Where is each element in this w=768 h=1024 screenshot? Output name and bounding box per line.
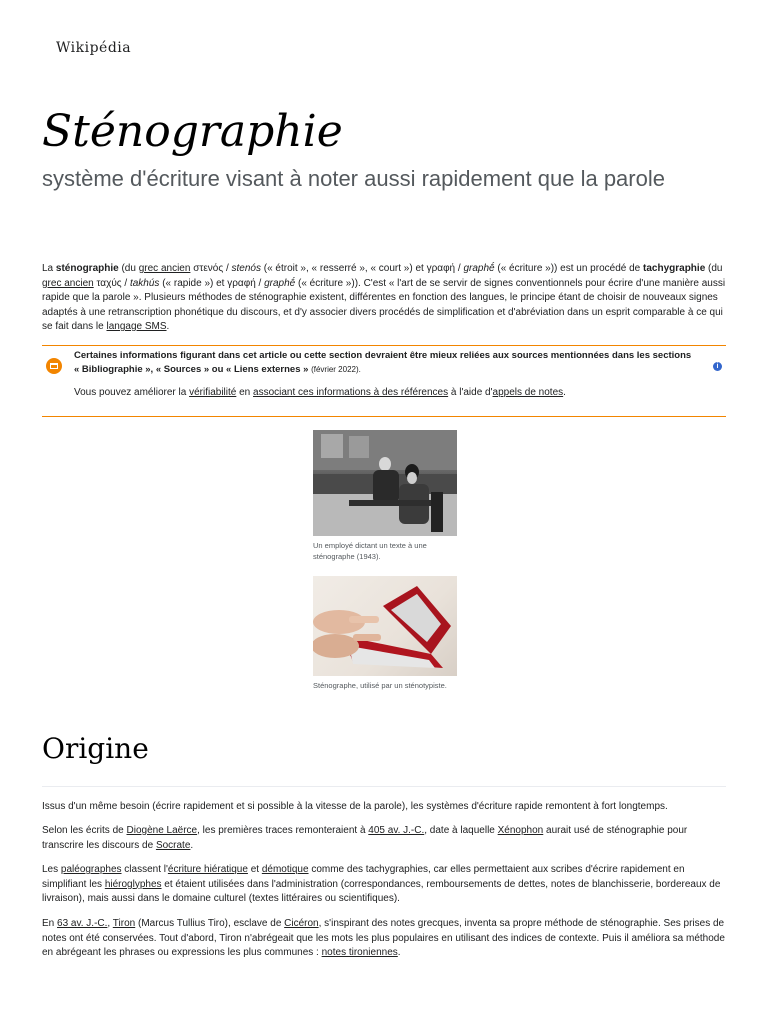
origin-paragraph-3: Les paléographes classent l'écriture hiératique et démotique comme des tachygraphies, car elles permettaient aux scribes d'écrire rapidement en simplifiant les hiéroglyphes et étaient utilisées dans l'administration (correspondances, remboursements de dettes, notes de blanchisserie, bordereaux de livraison), mais aussi dans le domaine culturel (textes littéraires ou scientifiques). <box>42 864 721 904</box>
section-heading-origine: Origine <box>42 732 149 765</box>
link-paleographes[interactable]: paléographes <box>60 864 122 875</box>
link-demotique[interactable]: démotique <box>261 864 309 875</box>
link-notes-tironiennes[interactable]: notes tironiennes <box>321 947 398 958</box>
link-ecriture-hieratique[interactable]: écriture hiératique <box>167 864 248 875</box>
link-ciceron[interactable]: Cicéron <box>284 918 319 929</box>
bold-term: sténographie <box>55 263 119 274</box>
intro-paragraph: La sténographie (du grec ancien στενός / stenós (« étroit », « resserré », « court ») et γραφή / graphḗ (« écriture »)) est un procédé de tachygraphie (du grec ancien ταχύς / takhús (« rapide ») et γραφή / graphḗ (« écriture »)). C'est « l'art de se servir de signes conventionnels pour écrire d'une manière aussi rapide que la parole ». Plusieurs méthodes de sténographie existent, différentes en fonction des langues, le principe étant de choisir de nouveaux signes adaptés à une retranscription phonétique du discours, et d'y associer divers procédés de simplification et d'abréviation dans un esprit comparable à ce qui se fait dans le langage SMS. <box>42 263 726 332</box>
page-subtitle: système d'écriture visant à noter aussi rapidement que la parole <box>42 166 665 191</box>
figure-stenotype <box>313 576 457 691</box>
link-appels-de-notes[interactable]: appels de notes <box>492 387 564 398</box>
link-grec-ancien[interactable]: grec ancien <box>138 263 191 274</box>
photo-stenotype[interactable] <box>313 576 457 676</box>
notice-message: Certaines informations figurant dans cet article ou cette section devraient être mieux reliées aux sources mentionnées dans les sections « Bibliographie », « Sources » ou « Liens externes » (février 2022). <box>74 350 692 375</box>
origin-paragraph-1: Issus d'un même besoin (écrire rapidement et si possible à la vitesse de la parole), les systèmes d'écriture rapide remontent à fort longtemps. <box>42 801 668 812</box>
link-langage-sms[interactable]: langage SMS <box>106 321 167 332</box>
link-63-av-jc[interactable]: 63 av. J.-C. <box>57 918 108 929</box>
figure-caption: Un employé dictant un texte à une sténographe (1943). <box>313 541 427 561</box>
notice-date: (février 2022). <box>311 365 361 374</box>
stenotype-photo-drawing <box>313 576 457 676</box>
sources-notice-box <box>42 345 726 417</box>
info-icon[interactable]: i <box>713 362 722 371</box>
wikipedia-wordmark[interactable]: Wikipédia <box>56 40 132 56</box>
link-grec-ancien[interactable]: grec ancien <box>42 277 94 289</box>
page-title: Sténographie <box>42 106 343 157</box>
figure-dictation <box>313 430 457 562</box>
section-divider <box>42 786 726 787</box>
bold-term: tachygraphie <box>643 263 706 274</box>
figure-caption: Sténographe, utilisé par un sténotypiste. <box>313 681 447 690</box>
link-405-av-jc[interactable]: 405 av. J.-C. <box>368 825 425 836</box>
link-associant-references[interactable]: associant ces informations à des références <box>253 387 449 398</box>
book-icon <box>46 358 62 374</box>
origin-paragraph-4: En 63 av. J.-C., Tiron (Marcus Tullius Tiro), esclave de Cicéron, s'inspirant des notes grecques, inventa sa propre méthode de sténographie. Ses prises de notes ont été conservées. Tout d'abord, Tiron n'abrégeait que les mots les plus populaires en utilisant des indices de contexte. Puis il améliora sa méthode en abrégeant les phrases ou expressions les plus communes : notes tironiennes. <box>42 918 725 958</box>
dictation-photo-drawing <box>313 430 457 536</box>
link-hieroglyphes[interactable]: hiéroglyphes <box>104 878 162 890</box>
photo-dictation[interactable] <box>313 430 457 536</box>
link-verifiabilite[interactable]: vérifiabilité <box>189 387 237 398</box>
origin-paragraph-2: Selon les écrits de Diogène Laërce, les premières traces remonteraient à 405 av. J.-C., date à laquelle Xénophon aurait usé de sténographie pour transcrire les discours de Socrate. <box>42 825 688 851</box>
link-xenophon[interactable]: Xénophon <box>497 825 544 836</box>
link-tiron[interactable]: Tiron <box>112 918 136 929</box>
notice-help: Vous pouvez améliorer la vérifiabilité en associant ces informations à des références à l'aide d'appels de notes. <box>74 387 566 398</box>
link-diogene-laerce[interactable]: Diogène Laërce <box>126 825 198 836</box>
link-socrate[interactable]: Socrate <box>155 839 191 851</box>
